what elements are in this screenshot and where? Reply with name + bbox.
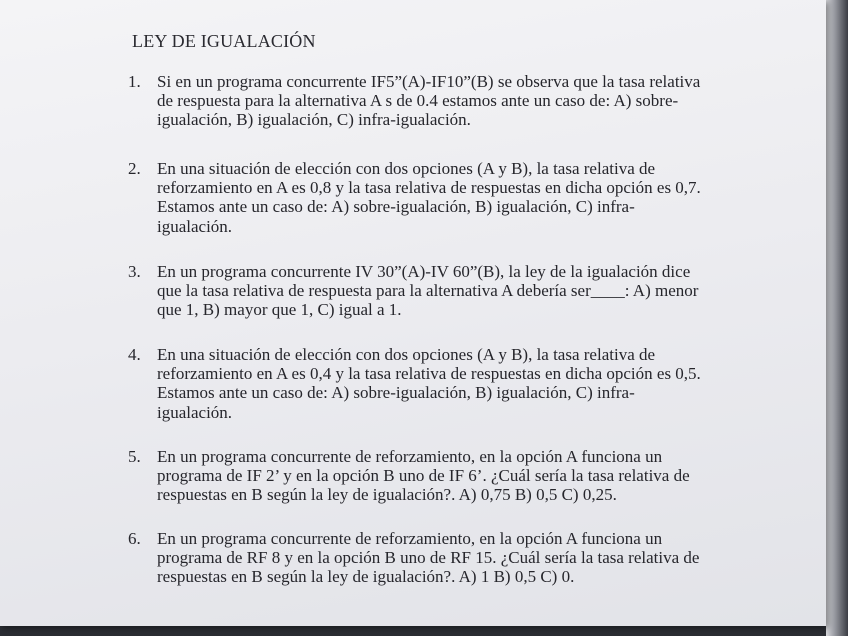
question-line: programa de IF 2’ y en la opción B uno de IF 6’. ¿Cuál sería la tasa relativa de <box>157 466 690 486</box>
question-line: En un programa concurrente IV 30”(A)-IV 60”(B), la ley de la igualación dice <box>157 262 691 281</box>
question-2 <box>128 159 728 236</box>
question-line: reforzamiento en A es 0,4 y la tasa relativa de respuestas en dicha opción es 0,5. <box>157 364 701 384</box>
question-number: 2. <box>128 159 141 178</box>
question-4 <box>128 345 728 422</box>
question-line: que 1, B) mayor que 1, C) igual a 1. <box>157 300 402 320</box>
question-line: respuestas en B según la ley de igualación?. A) 1 B) 0,5 C) 0. <box>157 567 575 587</box>
question-line: Estamos ante un caso de: A) sobre-igualación, B) igualación, C) infra- <box>157 197 635 217</box>
page-title: LEY DE IGUALACIÓN <box>132 31 316 51</box>
question-1 <box>128 72 728 130</box>
question-line: En una situación de elección con dos opciones (A y B), la tasa relativa de <box>157 345 656 364</box>
question-line: En un programa concurrente de reforzamiento, en la opción A funciona un <box>157 529 663 548</box>
question-number: 3. <box>128 262 141 281</box>
question-number: 4. <box>128 345 141 364</box>
question-line: reforzamiento en A es 0,8 y la tasa relativa de respuestas en dicha opción es 0,7. <box>157 178 701 198</box>
question-5 <box>128 447 728 505</box>
table-edge <box>826 0 848 636</box>
question-number: 6. <box>128 529 141 548</box>
question-line: igualación. <box>157 402 233 422</box>
question-6 <box>128 529 728 587</box>
question-line: En un programa concurrente de reforzamiento, en la opción A funciona un <box>157 447 663 466</box>
question-line: que la tasa relativa de respuesta para la alternativa A debería ser____: A) menor <box>157 281 699 301</box>
question-3 <box>128 262 728 320</box>
question-line: Si en un programa concurrente IF5”(A)-IF10”(B) se observa que la tasa relativa <box>157 72 701 91</box>
question-number: 1. <box>128 72 141 91</box>
question-line: de respuesta para la alternativa A s de 0.4 estamos ante un caso de: A) sobre- <box>157 91 679 111</box>
question-line: Estamos ante un caso de: A) sobre-igualación, B) igualación, C) infra- <box>157 383 635 403</box>
question-line: programa de RF 8 y en la opción B uno de RF 15. ¿Cuál sería la tasa relativa de <box>157 548 700 568</box>
question-line: respuestas en B según la ley de igualación?. A) 0,75 B) 0,5 C) 0,25. <box>157 485 617 505</box>
question-number: 5. <box>128 447 141 466</box>
question-line: igualación, B) igualación, C) infra-igualación. <box>157 110 471 130</box>
question-line: En una situación de elección con dos opciones (A y B), la tasa relativa de <box>157 159 656 178</box>
question-line: igualación. <box>157 216 233 236</box>
